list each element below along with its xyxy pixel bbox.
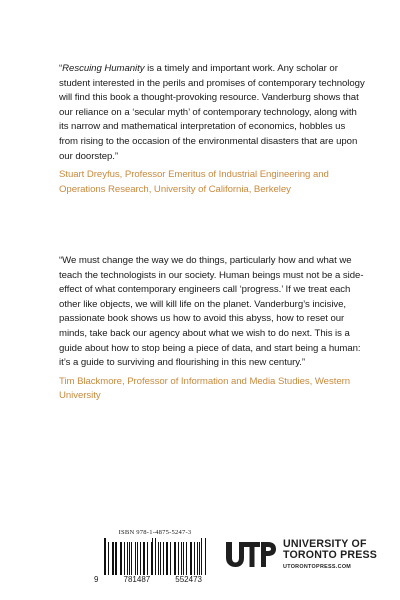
barcode-bar <box>167 542 168 575</box>
barcode-bar <box>137 542 138 575</box>
barcode-bar <box>124 542 125 575</box>
barcode-bars <box>104 538 206 575</box>
utp-logo-icon <box>225 540 277 570</box>
barcode-bar <box>135 542 136 575</box>
isbn-label: ISBN 978-1-4875-5247-3 <box>118 529 192 536</box>
barcode-bar <box>160 542 161 575</box>
barcode-bar <box>108 542 109 575</box>
barcode-bar <box>183 542 184 575</box>
barcode-bar <box>191 542 192 575</box>
publisher-name <box>283 539 377 570</box>
barcode-bar <box>121 542 122 575</box>
barcode-bar <box>197 542 198 575</box>
blurb-2 <box>59 254 365 404</box>
publisher-url: UTORONTOPRESS.COM <box>283 564 352 570</box>
blurb-2-text: “We must change the way we do things, particularly how and what we teach the technologists in our society. Human beings must not be a side-effect of what contemporary engineers call ‘progress.’ If we treat each other like objects, we will kill life on the planet. Vanderburg’s incisive, passionate book shows us how to avoid this abyss, how to reset our minds, take back our agency about what we wish to do next. This is a guide about how to stop being a piece of data, and start being a human: it’s a guide to surviving and flourishing in this new century.” <box>59 255 364 369</box>
barcode-bar <box>152 538 153 575</box>
blurb-1-attribution: Stuart Dreyfus, Professor Emeritus of Industrial Engineering and Operations Research, University of California, Berkeley <box>59 169 329 195</box>
book-title: Rescuing Humanity <box>62 63 145 74</box>
publisher-name-line2: TORONTO PRESS <box>283 549 378 561</box>
publisher-name-line1: UNIVERSITY OF <box>283 538 367 550</box>
barcode-bar <box>144 542 145 575</box>
blurb-2-attribution: Tim Blackmore, Professor of Information and Media Studies, Western University <box>59 375 351 402</box>
barcode-bar <box>170 542 171 575</box>
barcode-bar <box>115 542 116 575</box>
isbn-barcode <box>94 529 206 584</box>
barcode-digits: 9 781487 552473 <box>94 575 202 584</box>
blurb-1 <box>59 62 365 197</box>
barcode-bar <box>181 542 182 575</box>
blurb-1-text: “Rescuing Humanity is a timely and important work. Any scholar or student interested in the perils and promises of contemporary technology will find this book a thought-provoking resource. Vanderburg shows that our reliance on a ‘secular myth’ of contemporary technology, along with its narrow and mathematical interpretation of economics, hobbles us from rising to the occasion of the environmental disasters that are upon our doorstep.” <box>59 63 365 162</box>
